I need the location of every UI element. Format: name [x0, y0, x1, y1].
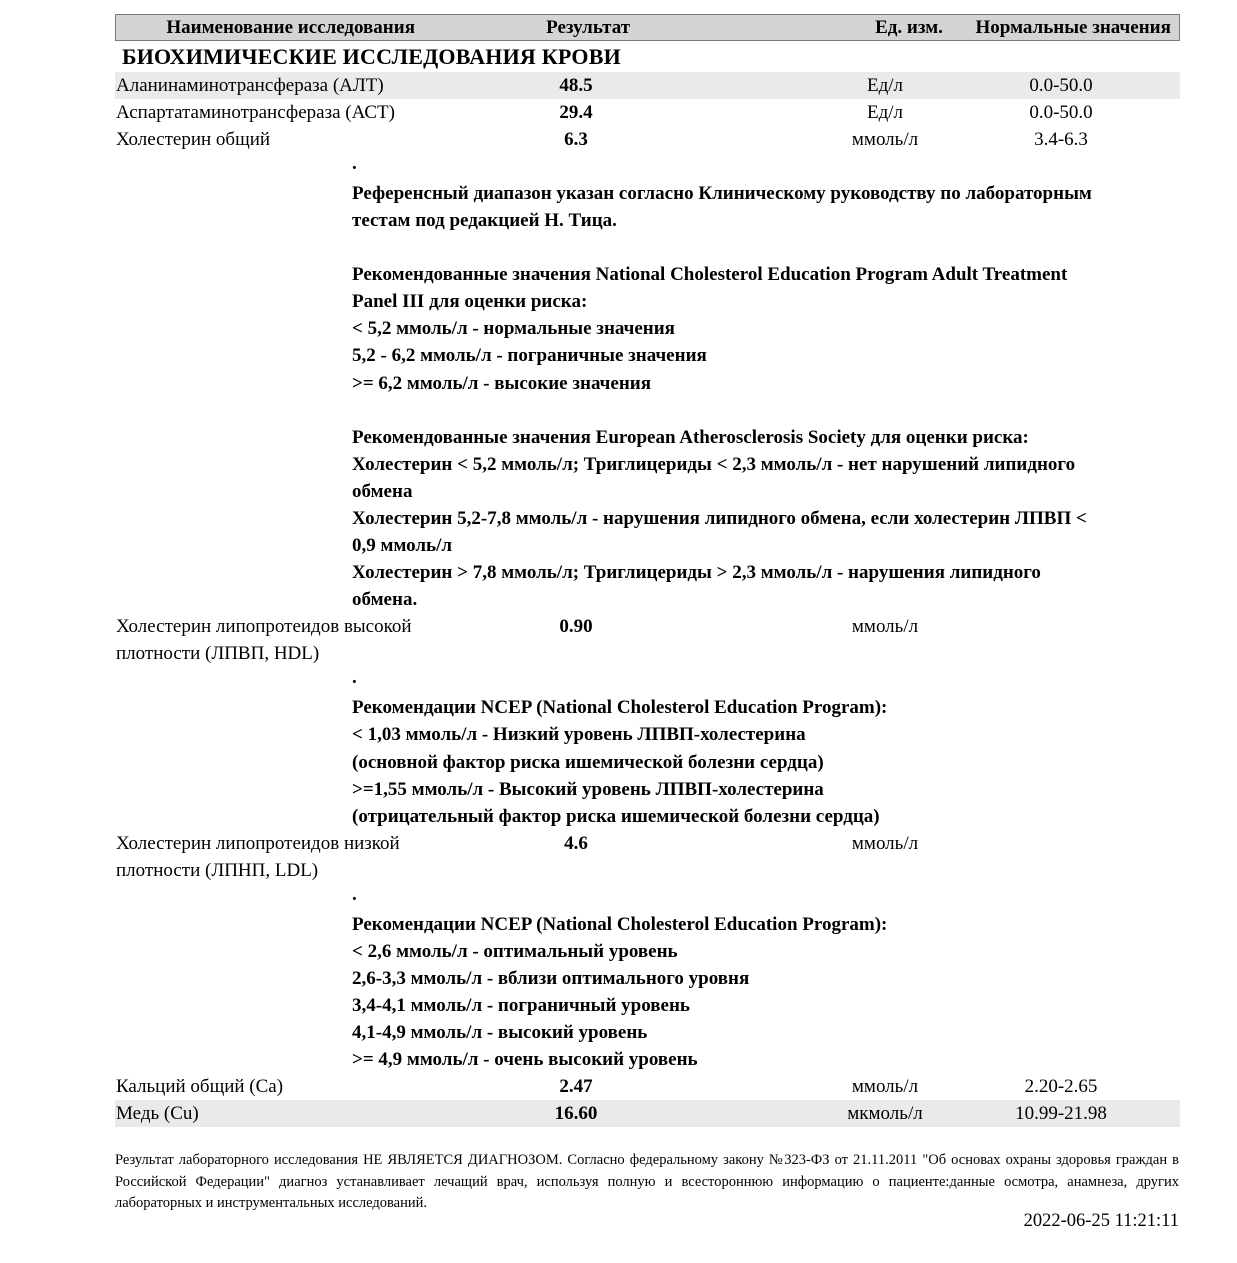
test-normal-range: 10.99-21.98: [1015, 1103, 1107, 1125]
test-normal-range: 0.0-50.0: [1029, 102, 1093, 123]
test-result: 48.5: [559, 75, 593, 96]
test-comment: . Рекомендации NCEP (National Cholesterol Education Program): < 1,03 ммоль/л - Низкий уровень ЛПВП-холестерина (основной фактор риска ишемической болезни сердца) >=1,55 ммоль/л - Высокий уровень ЛПВП-холестерина (отрицательный фактор риска ишемической болезни сердца): [352, 667, 888, 827]
test-comment: . Рекомендации NCEP (National Cholesterol Education Program): < 2,6 ммоль/л - оптимальный уровень 2,6-3,3 ммоль/л - вблизи оптимального уровня 3,4-4,1 ммоль/л - пограничный уровень 4,1-4,9 ммоль/л - высокий уровень >= 4,9 ммоль/л - очень высокий уровень: [352, 883, 888, 1071]
table-row-alt: [115, 72, 1180, 99]
test-name: Холестерин липопротеидов низкой: [116, 832, 400, 854]
header-result: Результат: [546, 16, 631, 38]
section-title: БИОХИМИЧЕСКИЕ ИССЛЕДОВАНИЯ КРОВИ: [122, 44, 621, 69]
table-row-ldl: [115, 830, 1180, 1074]
table-row-hdl: [115, 613, 1180, 829]
table-row-copper: [115, 1100, 1180, 1127]
test-unit: Ед/л: [866, 75, 904, 96]
test-name-continued: плотности (ЛПВП, HDL): [116, 643, 320, 665]
test-name: Холестерин липопротеидов высокой: [116, 616, 412, 638]
test-comment: . Референсный диапазон указан согласно Клиническому руководству по лабораторным тестам под редакцией Н. Тица. Рекомендованные значения National Cholesterol Education Program Adult Treatment Panel III для оценки риска: < 5,2 ммоль/л - нормальные значения 5,2 - 6,2 ммоль/л - пограничные значения >= 6,2 ммоль/л - высокие значения Рекомендованные значения European Atherosclerosis Society для оценки риска: Холестерин < 5,2 ммоль/л; Триглицериды < 2,3 ммоль/л - нет нарушений липидного обмена Холестерин 5,2-7,8 ммоль/л - нарушения липидного обмена, если холестерин ЛПВП < 0,9 ммоль/л Холестерин > 7,8 ммоль/л; Триглицериды > 2,3 ммоль/л - нарушения липидного обмена.: [352, 153, 1092, 611]
test-result: 16.60: [554, 1103, 598, 1125]
header-name: Наименование исследования: [166, 16, 415, 38]
test-result: 29.4: [559, 102, 593, 123]
test-unit: ммоль/л: [851, 616, 919, 638]
table-row-calcium: [115, 1073, 1180, 1100]
test-unit: ммоль/л: [851, 129, 919, 150]
test-normal-range: 3.4-6.3: [1034, 129, 1088, 150]
header-normal: Нормальные значения: [975, 16, 1171, 38]
test-unit: ммоль/л: [851, 1076, 919, 1098]
table-header: [115, 14, 1180, 41]
lab-results-report: [115, 14, 1180, 1127]
test-name: Кальций общий (Ca): [116, 1076, 284, 1098]
test-unit: мкмоль/л: [847, 1103, 923, 1125]
test-unit: ммоль/л: [851, 832, 919, 854]
test-result: 6.3: [564, 129, 588, 150]
test-result: 0.90: [559, 616, 593, 638]
report-timestamp: 2022-06-25 11:21:11: [1023, 1211, 1179, 1231]
test-name: Аланинаминотрансфераза (АЛТ): [116, 75, 384, 96]
table-row-ast: [115, 99, 1180, 126]
test-name: Медь (Cu): [116, 1103, 199, 1125]
test-result: 2.47: [559, 1076, 593, 1098]
header-unit: Ед. изм.: [875, 16, 943, 38]
table-row-cholesterol-total: [115, 126, 1180, 613]
disclaimer-text: Результат лабораторного исследования НЕ ЯВЛЯЕТСЯ ДИАГНОЗОМ. Согласно федеральному закону №323-ФЗ от 21.11.2011 "Об основах охраны здоровья граждан в Российской Федерации" диагноз устанавливает лечащий врач, используя полную и всестороннюю информацию о пациенте:данные осмотра, анамнеза, других лабораторных и инструментальных исследований.: [115, 1152, 1179, 1211]
test-normal-range: 0.0-50.0: [1029, 75, 1093, 96]
test-name-continued: плотности (ЛПНП, LDL): [116, 859, 319, 881]
test-name: Холестерин общий: [116, 129, 271, 150]
test-unit: Ед/л: [866, 102, 904, 123]
test-result: 4.6: [564, 832, 588, 854]
test-normal-range: 2.20-2.65: [1024, 1076, 1098, 1098]
test-name: Аспартатаминотрансфераза (АСТ): [116, 102, 395, 123]
